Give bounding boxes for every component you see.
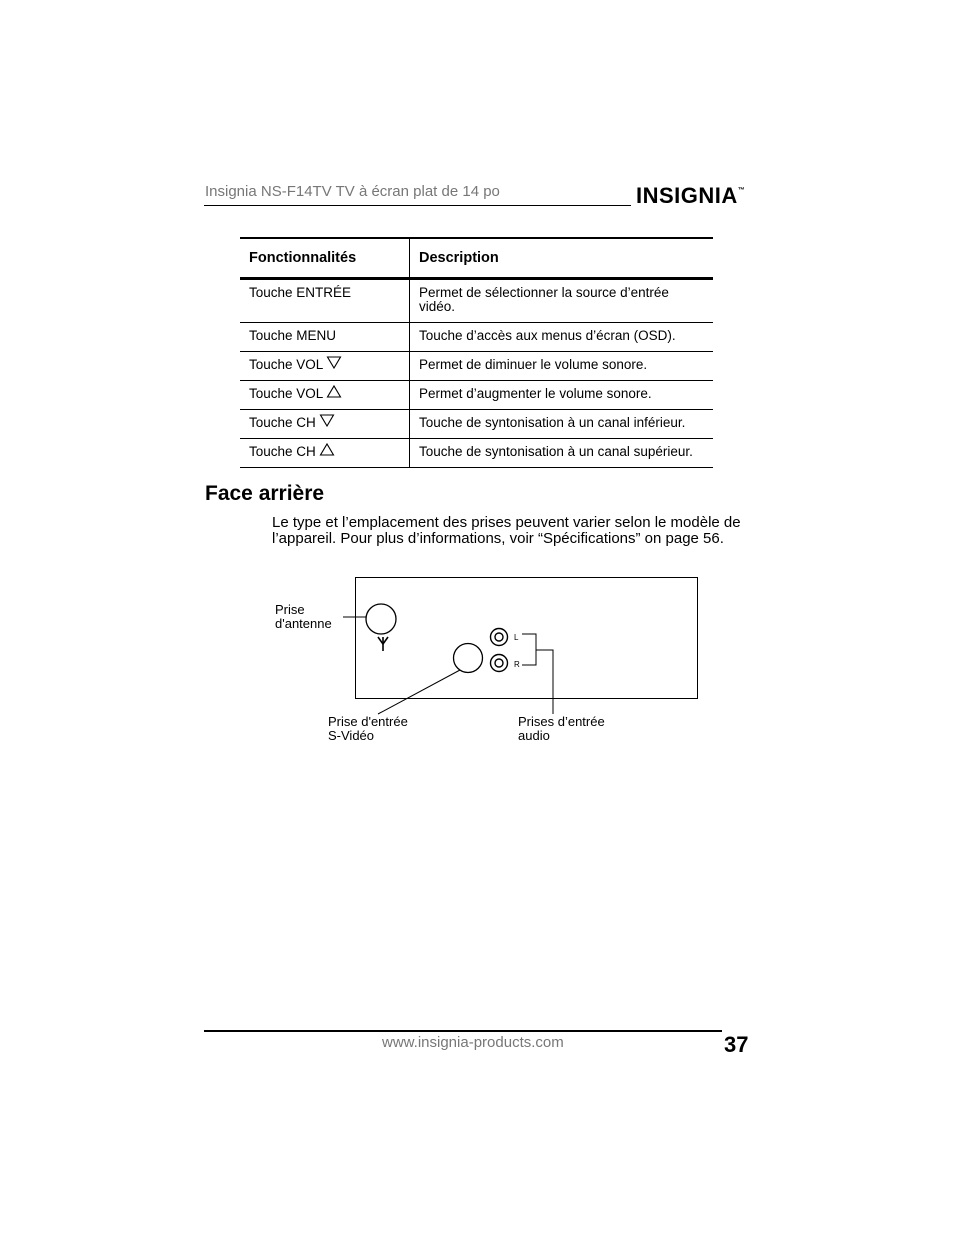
header-rule — [204, 205, 631, 206]
triangle-down-icon — [326, 355, 342, 369]
feature-cell — [240, 323, 410, 352]
table-row — [240, 410, 713, 439]
antenna-icon — [378, 637, 388, 651]
audio-label — [518, 715, 605, 743]
rear-panel-outline — [356, 578, 698, 699]
description-cell: Permet de sélectionner la source d’entrée vidéo. — [410, 279, 714, 323]
feature-cell — [240, 279, 410, 323]
feature-cell — [240, 352, 410, 381]
column-header-description: Description — [410, 238, 714, 279]
audio-bracket — [522, 634, 553, 714]
section-intro: Le type et l’emplacement des prises peuvent varier selon le modèle de l’appareil. Pour plus d’informations, voir “Spécifications” on page 56. — [272, 514, 741, 547]
svideo-jack — [454, 644, 483, 673]
antenna-label-line-2: d'antenne — [275, 616, 332, 631]
page-number: 37 — [724, 1032, 749, 1057]
description-cell: Permet de diminuer le volume sonore. — [410, 352, 714, 381]
table-row — [240, 381, 713, 410]
audio-jack-right-inner — [495, 659, 503, 667]
description-cell: Touche de syntonisation à un canal inférieur. — [410, 410, 714, 439]
feature-label: Touche VOL — [249, 357, 324, 372]
feature-label: Touche CH — [249, 415, 316, 430]
header-title: Insignia NS-F14TV TV à écran plat de 14 po — [205, 183, 500, 200]
feature-label: Touche VOL — [249, 386, 324, 401]
table-header-row — [240, 238, 713, 279]
description-cell: Touche d’accès aux menus d’écran (OSD). — [410, 323, 714, 352]
section-title: Face arrière — [205, 482, 325, 505]
feature-label: Touche MENU — [249, 328, 337, 343]
svideo-label — [328, 715, 408, 743]
feature-cell — [240, 439, 410, 468]
svideo-label-line-1: Prise d'entrée — [328, 714, 408, 729]
antenna-jack — [366, 604, 396, 634]
feature-label: Touche CH — [249, 444, 316, 459]
triangle-up-icon — [319, 442, 335, 456]
audio-left-letter: L — [514, 633, 519, 642]
table-row — [240, 352, 713, 381]
column-header-features: Fonctionnalités — [240, 238, 410, 279]
audio-jack-left-inner — [495, 633, 503, 641]
table-row — [240, 439, 713, 468]
audio-right-letter: R — [514, 660, 520, 669]
audio-label-line-1: Prises d’entrée — [518, 714, 605, 729]
description-cell: Permet d’augmenter le volume sonore. — [410, 381, 714, 410]
logo-text: INSIGNIA — [636, 183, 738, 208]
footer-rule — [204, 1030, 722, 1032]
footer-url[interactable]: www.insignia-products.com — [382, 1034, 564, 1051]
audio-jack-left-outer — [491, 629, 508, 646]
svideo-label-line-2: S-Vidéo — [328, 728, 375, 743]
feature-label: Touche ENTRÉE — [249, 285, 352, 300]
triangle-up-icon — [326, 384, 342, 398]
description-cell: Touche de syntonisation à un canal supérieur. — [410, 439, 714, 468]
antenna-label-line-1: Prise — [275, 602, 305, 617]
svideo-leader-line — [378, 670, 460, 714]
audio-label-line-2: audio — [518, 728, 550, 743]
feature-cell — [240, 410, 410, 439]
insignia-logo — [636, 183, 745, 209]
audio-jack-right-outer — [491, 655, 508, 672]
triangle-down-icon — [319, 413, 335, 427]
logo-trademark: ™ — [737, 187, 746, 194]
features-table — [240, 237, 713, 468]
antenna-label — [275, 603, 332, 631]
feature-cell — [240, 381, 410, 410]
table-row — [240, 279, 713, 323]
table-row — [240, 323, 713, 352]
